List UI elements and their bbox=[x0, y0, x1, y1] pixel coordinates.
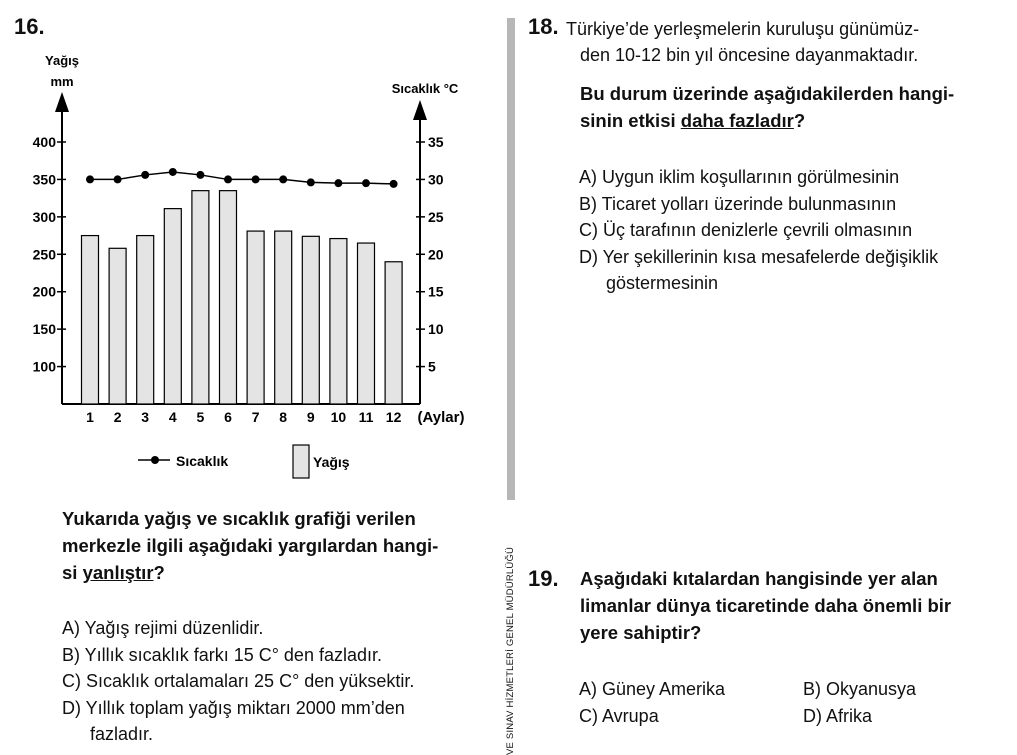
month-label: 3 bbox=[141, 409, 150, 425]
right-axis-tick-label: 35 bbox=[428, 134, 444, 150]
rainfall-bar bbox=[302, 236, 319, 404]
option-c[interactable]: C) Sıcaklık ortalamaları 25 C° den yüksektir. bbox=[62, 671, 415, 691]
rainfall-bar bbox=[220, 191, 237, 404]
temperature-point bbox=[224, 175, 232, 183]
intro-line: den 10-12 bin yıl öncesine dayanmaktadır. bbox=[580, 45, 919, 65]
month-label: 1 bbox=[86, 409, 94, 425]
option-b[interactable]: B) Ticaret yolları üzerinde bulunmasının bbox=[579, 193, 897, 214]
rainfall-temperature-chart bbox=[0, 40, 505, 480]
left-axis-label: Yağış bbox=[45, 53, 79, 68]
temperature-point bbox=[196, 171, 204, 179]
option-b[interactable]: B) Yıllık sıcaklık farkı 15 C° den fazladır. bbox=[62, 644, 382, 665]
stem-line: limanlar dünya ticaretinde daha önemli bir bbox=[580, 595, 952, 616]
rainfall-bar bbox=[330, 239, 347, 404]
right-axis-tick-label: 25 bbox=[428, 208, 444, 225]
rainfall-bar bbox=[385, 262, 402, 404]
temperature-point bbox=[252, 175, 260, 183]
stem-text: ? bbox=[153, 562, 165, 583]
rainfall-bar bbox=[109, 248, 126, 404]
question-19-option-b[interactable]: B) Okyanusya bbox=[803, 679, 917, 699]
rainfall-bar bbox=[82, 236, 99, 404]
column-divider bbox=[507, 18, 515, 500]
legend-label-rainfall: Yağış bbox=[313, 454, 350, 470]
question-16-number: 16. bbox=[14, 14, 45, 39]
option-d[interactable]: D) Yıllık toplam yağış miktarı 2000 mm’den bbox=[62, 697, 405, 718]
question-19-number: 19. bbox=[528, 566, 559, 591]
left-axis-tick-label: 300 bbox=[32, 208, 56, 225]
chart-legend bbox=[138, 445, 350, 478]
question-16-options bbox=[62, 615, 502, 748]
month-label: 4 bbox=[168, 409, 177, 425]
stem-text: si bbox=[62, 562, 83, 583]
stem-emphasis: yanlıştır bbox=[82, 562, 154, 583]
temperature-point bbox=[279, 175, 287, 183]
month-label: 12 bbox=[385, 409, 402, 425]
legend-bar-swatch bbox=[293, 445, 309, 478]
question-19-option-d[interactable]: D) Afrika bbox=[803, 706, 873, 726]
stem-text: ? bbox=[793, 110, 806, 131]
legend-dot-swatch bbox=[151, 456, 159, 464]
month-label: 8 bbox=[279, 409, 288, 425]
question-18-options bbox=[579, 164, 1009, 297]
right-axis-tick-label: 20 bbox=[428, 246, 444, 263]
left-axis-arrow bbox=[55, 92, 69, 112]
right-axis-tick-label: 15 bbox=[428, 283, 444, 300]
rainfall-bar bbox=[192, 191, 209, 404]
stem-line bbox=[62, 559, 502, 586]
right-axis-tick-label: 30 bbox=[428, 171, 444, 188]
stem-line: Yukarıda yağış ve sıcaklık grafiği verilen bbox=[62, 508, 416, 529]
left-axis-unit: mm bbox=[50, 74, 74, 89]
right-axis-tick-label: 5 bbox=[428, 358, 436, 375]
question-18-intro bbox=[566, 16, 1006, 68]
vertical-footer-text: VE SINAV HİZMETLERİ GENEL MÜDÜRLÜĞÜ bbox=[505, 546, 516, 755]
month-label: 2 bbox=[113, 409, 122, 425]
question-18-stem bbox=[580, 80, 1010, 134]
temperature-line bbox=[90, 172, 394, 184]
stem-text: sinin etkisi bbox=[580, 110, 681, 131]
x-axis-unit-label: (Aylar) bbox=[417, 409, 465, 426]
temperature-point bbox=[169, 168, 177, 176]
rainfall-bar bbox=[247, 231, 264, 404]
left-axis-tick-label: 350 bbox=[32, 171, 56, 188]
option-d-continuation: göstermesinin bbox=[606, 273, 719, 293]
temperature-point bbox=[141, 171, 149, 179]
question-18-number: 18. bbox=[528, 14, 559, 39]
rainfall-bar bbox=[137, 236, 154, 404]
option-a[interactable]: A) Uygun iklim koşullarının görülmesinin bbox=[579, 167, 900, 187]
option-a[interactable]: A) Yağış rejimi düzenlidir. bbox=[62, 618, 264, 638]
month-label: 11 bbox=[358, 409, 374, 425]
temperature-point bbox=[86, 175, 94, 183]
option-d-continuation: fazladır. bbox=[90, 724, 154, 744]
right-axis-arrow bbox=[413, 100, 427, 120]
month-label: 5 bbox=[196, 409, 205, 425]
temperature-point bbox=[334, 179, 342, 187]
question-19-option-a[interactable]: A) Güney Amerika bbox=[579, 679, 726, 699]
left-axis-tick-label: 250 bbox=[32, 246, 56, 263]
month-label: 10 bbox=[330, 409, 347, 425]
left-axis-tick-label: 200 bbox=[32, 283, 56, 300]
rainfall-bar bbox=[358, 243, 375, 404]
stem-line: Aşağıdaki kıtalardan hangisinde yer alan bbox=[580, 568, 938, 589]
temperature-point bbox=[390, 180, 398, 188]
legend-label-temperature: Sıcaklık bbox=[176, 453, 229, 469]
question-19-option-c[interactable]: C) Avrupa bbox=[579, 706, 659, 726]
stem-line: Bu durum üzerinde aşağıdakilerden hangi- bbox=[580, 83, 955, 104]
rainfall-bar bbox=[275, 231, 292, 404]
option-d[interactable]: D) Yer şekillerinin kısa mesafelerde değişiklik bbox=[579, 246, 939, 267]
stem-line bbox=[580, 107, 1010, 134]
month-label: 9 bbox=[306, 409, 315, 425]
right-axis-label: Sıcaklık °C bbox=[391, 81, 459, 96]
right-axis-tick-label: 10 bbox=[428, 321, 444, 338]
left-axis-tick-label: 150 bbox=[32, 321, 56, 338]
stem-line: merkezle ilgili aşağıdaki yargılardan hangi- bbox=[62, 535, 439, 556]
month-label: 6 bbox=[224, 409, 232, 425]
left-axis-tick-label: 400 bbox=[32, 134, 56, 150]
left-axis-tick-label: 100 bbox=[32, 358, 56, 375]
temperature-point bbox=[362, 179, 370, 187]
month-label: 7 bbox=[251, 409, 260, 425]
temperature-point bbox=[307, 178, 315, 186]
temperature-point bbox=[114, 175, 122, 183]
intro-line: Türkiye’de yerleşmelerin kuruluşu günümüz- bbox=[566, 19, 920, 39]
rainfall-bar bbox=[164, 209, 181, 404]
stem-line: yere sahiptir? bbox=[580, 622, 702, 643]
question-16-stem bbox=[62, 505, 502, 586]
question-19-stem bbox=[580, 565, 1010, 646]
stem-emphasis: daha fazladır bbox=[680, 110, 794, 131]
option-c[interactable]: C) Üç tarafının denizlerle çevrili olmasının bbox=[579, 220, 913, 240]
